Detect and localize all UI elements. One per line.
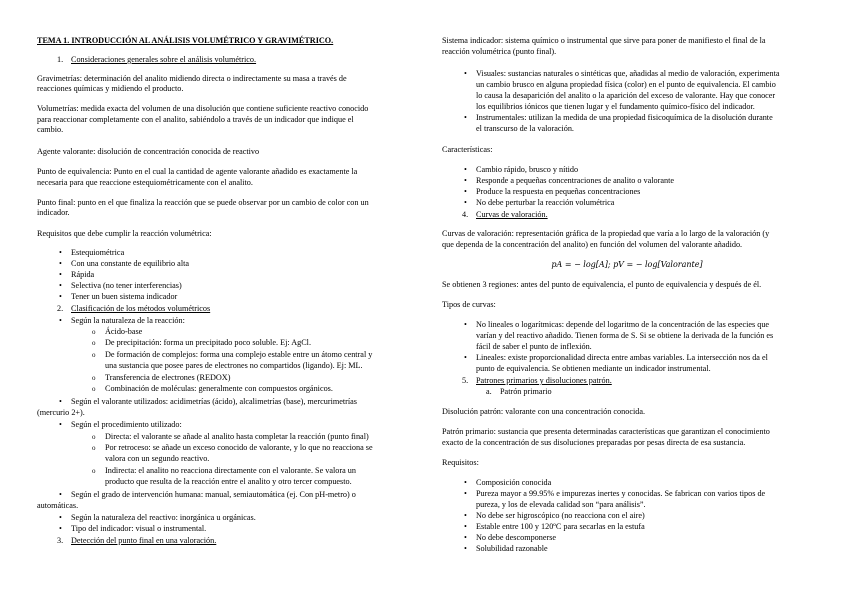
list-item-continued: punto de equivalencia. Se obtienen mediante un indicador instrumental. <box>476 364 711 373</box>
sistema-line-1: Sistema indicador: sistema químico o instrumental que sirve para poner de manifiesto el final de la <box>442 36 766 45</box>
list-item-continued: varían y del reactivo añadido. Tienen forma de S. Si se obtiene la derivada de la función es <box>476 331 774 340</box>
list-item-continued: el transcurso de la valoración. <box>476 124 574 133</box>
curvas-line-2: que dependa de la concentración del analito) en función del volumen del valorante añadido. <box>442 240 743 249</box>
list-item: • Rápida <box>37 270 406 280</box>
list-item: • Produce la respuesta en pequeñas concentraciones <box>442 187 812 197</box>
sub-list-item-continued: producto que resulta de la reacción entre el analito y otro tercer compuesto. <box>105 477 352 486</box>
sub-list-item: o De precipitación: forma un precipitado poco soluble. Ej: AgCl. <box>37 338 406 348</box>
list-item: • No lineales o logarítmicas: depende del logaritmo de la concentración de las especies que <box>442 320 812 330</box>
equivalencia-line-1: Punto de equivalencia: Punto en el cual la cantidad de agente valorante añadido es exactamente la <box>37 167 358 176</box>
list-item: • Cambio rápido, brusco y nítido <box>442 165 812 175</box>
gravimetrias-line-2: reacciones químicas y midiendo el producto. <box>37 84 184 93</box>
section-2-number: 2. <box>57 304 64 313</box>
sub-list-item: o Indirecta: el analito no reacciona directamente con el valorante. Se valora un <box>37 466 406 476</box>
punto-final-line-2: indicador. <box>37 208 70 217</box>
section-2-label: Clasificación de los métodos volumétricos <box>71 304 211 313</box>
list-item: • Con una constante de equilibrio alta <box>37 259 406 269</box>
subsection-a-letter: a. <box>486 387 492 396</box>
caracteristicas-heading: Características: <box>442 145 493 154</box>
section-4-number: 4. <box>462 210 469 219</box>
list-item-continued: fácil de saber el punto de inflexión. <box>476 342 592 351</box>
section-4-heading <box>442 210 812 220</box>
volumetrias-line-2: para reaccionar completamente con el analito, sabiéndolo a través de un indicador que indique el <box>37 115 354 124</box>
tipos-heading: Tipos de curvas: <box>442 300 496 309</box>
sub-list-item: o Combinación de moléculas: generalmente con compuestos orgánicos. <box>37 384 406 394</box>
list-item: • Lineales: existe proporcionalidad directa entre ambas variables. La intersección nos da el <box>442 353 812 363</box>
agente-valorante: Agente valorante: disolución de concentración conocida de reactivo <box>37 147 260 156</box>
requisitos-heading: Requisitos: <box>442 458 479 467</box>
list-item-continued: pureza, y los de elevada calidad son “para análisis”. <box>476 500 646 509</box>
section-1-heading <box>37 55 406 65</box>
list-item: • Tener un buen sistema indicador <box>37 292 406 302</box>
list-item: • Según el procedimiento utilizado: <box>37 420 406 430</box>
list-item: • Según la naturaleza del reactivo: inorgánica u orgánicas. <box>37 513 406 523</box>
section-5-heading <box>442 376 812 386</box>
sub-list-item-continued: una sustancia que posee pares de electrones no compartidos (ligando). Ej: ML. <box>105 361 363 370</box>
list-item: • Según el valorante utilizados: acidimetrías (ácido), alcalimetrías (base), mercurimetrías <box>37 397 406 407</box>
sub-list-item: o Por retroceso: se añade un exceso conocido de valorante, y lo que no reacciona se <box>37 443 406 453</box>
punto-final-line-1: Punto final: punto en el que finaliza la reacción que se puede observar por un cambio de color con un <box>37 198 369 207</box>
sub-list-item: o Transferencia de electrones (REDOX) <box>37 373 406 383</box>
list-item-continued: (mercurio 2+). <box>37 408 85 417</box>
equivalencia-line-2: necesaria para que reaccione estequiométricamente con el analito. <box>37 178 253 187</box>
curvas-line-1: Curvas de valoración: representación gráfica de la propiedad que varía a lo largo de la valoración (y <box>442 229 770 238</box>
list-item: • No debe perturbar la reacción volumétrica <box>442 198 812 208</box>
list-item-continued: los equilibrios iónicos que tienen lugar y el fundamento químico-físico del indicador. <box>476 102 755 111</box>
list-item: • Responde a pequeñas concentraciones de analito o valorante <box>442 176 812 186</box>
list-item: • Estable entre 100 y 120ºC para secarlas en la estufa <box>442 522 812 532</box>
page-title: TEMA 1. INTRODUCCIÓN AL ANÁLISIS VOLUMÉTRICO Y GRAVIMÉTRICO. <box>37 36 334 45</box>
list-item-continued: lo causa la desaparición del analito o la aparición del exceso de valorante. Hay que conocer <box>476 91 776 100</box>
sub-list-item: o De formación de complejos: forma una complejo estable entre un átomo central y <box>37 350 406 360</box>
sub-list-item-continued: valora con un segundo reactivo. <box>105 454 210 463</box>
requisitos-heading: Requisitos que debe cumplir la reacción volumétrica: <box>37 229 212 238</box>
list-item: • Pureza mayor a 99.95% e impurezas inertes y conocidas. Se fabrican con varios tipos de <box>442 489 812 499</box>
section-5-number: 5. <box>462 376 469 385</box>
list-item: • Instrumentales: utilizan la medida de una propiedad fisicoquímica de la disolución durante <box>442 113 812 123</box>
section-1-label: Consideraciones generales sobre el análisis volumétrico. <box>71 55 257 64</box>
section-1-number: 1. <box>57 55 64 64</box>
list-item: • Según el grado de intervención humana: manual, semiautomática (ej. Con pH-metro) o <box>37 490 406 500</box>
regiones: Se obtienen 3 regiones: antes del punto de equivalencia, el punto de equivalencia y después de él. <box>442 280 762 289</box>
list-item: • Estequiométrica <box>37 248 406 258</box>
list-item: • Tipo del indicador: visual o instrumental. <box>37 524 406 534</box>
list-item-continued: un cambio brusco en alguna propiedad física (color) en el punto de equivalencia. El cambio <box>476 80 776 89</box>
patron-primario-line-2: exacto de la concentración de sus disoluciones preparadas por pesas directa de esa sustancia. <box>442 438 746 447</box>
sub-list-item: o Ácido-base <box>37 327 406 337</box>
sub-list-item: o Directa: el valorante se añade al analito hasta completar la reacción (punto final) <box>37 432 406 442</box>
gravimetrias-line-1: Gravimetrías: determinación del analito midiendo directa o indirectamente su masa a través de <box>37 74 347 83</box>
subsection-a-label: Patrón primario <box>500 387 552 396</box>
section-3-label: Detección del punto final en una valoración. <box>71 536 217 545</box>
section-3-number: 3. <box>57 536 64 545</box>
volumetrias-line-1: Volumetrías: medida exacta del volumen de una disolución que contiene suficiente reactivo conocido <box>37 104 369 113</box>
list-item: • Selectiva (no tener interferencias) <box>37 281 406 291</box>
patron-primario-line-1: Patrón primario: sustancia que presenta determinadas características que garantizan el conocimiento <box>442 427 770 436</box>
section-3-heading <box>37 536 406 546</box>
section-5-label: Patrones primarios y disoluciones patrón. <box>476 376 612 385</box>
equation: pA = − log[A]; pV = − log[Valorante] <box>551 260 703 269</box>
list-item: • Solubilidad razonable <box>442 544 812 554</box>
list-item-continued: automáticas. <box>37 501 79 510</box>
disolucion-patron: Disolución patrón: valorante con una concentración conocida. <box>442 407 646 416</box>
section-4-label: Curvas de valoración. <box>476 210 548 219</box>
list-item: • Composición conocida <box>442 478 812 488</box>
list-item: • No debe descomponerse <box>442 533 812 543</box>
section-2-heading <box>37 304 406 314</box>
subsection-a <box>442 387 812 397</box>
volumetrias-line-3: cambio. <box>37 125 64 134</box>
sistema-line-2: reacción volumétrica (punto final). <box>442 47 557 56</box>
list-item: • Visuales: sustancias naturales o sintéticas que, añadidas al medio de valoración, experimenta <box>442 69 812 79</box>
list-item: • Según la naturaleza de la reacción: <box>37 316 406 326</box>
list-item: • No debe ser higroscópico (no reacciona con el aire) <box>442 511 812 521</box>
